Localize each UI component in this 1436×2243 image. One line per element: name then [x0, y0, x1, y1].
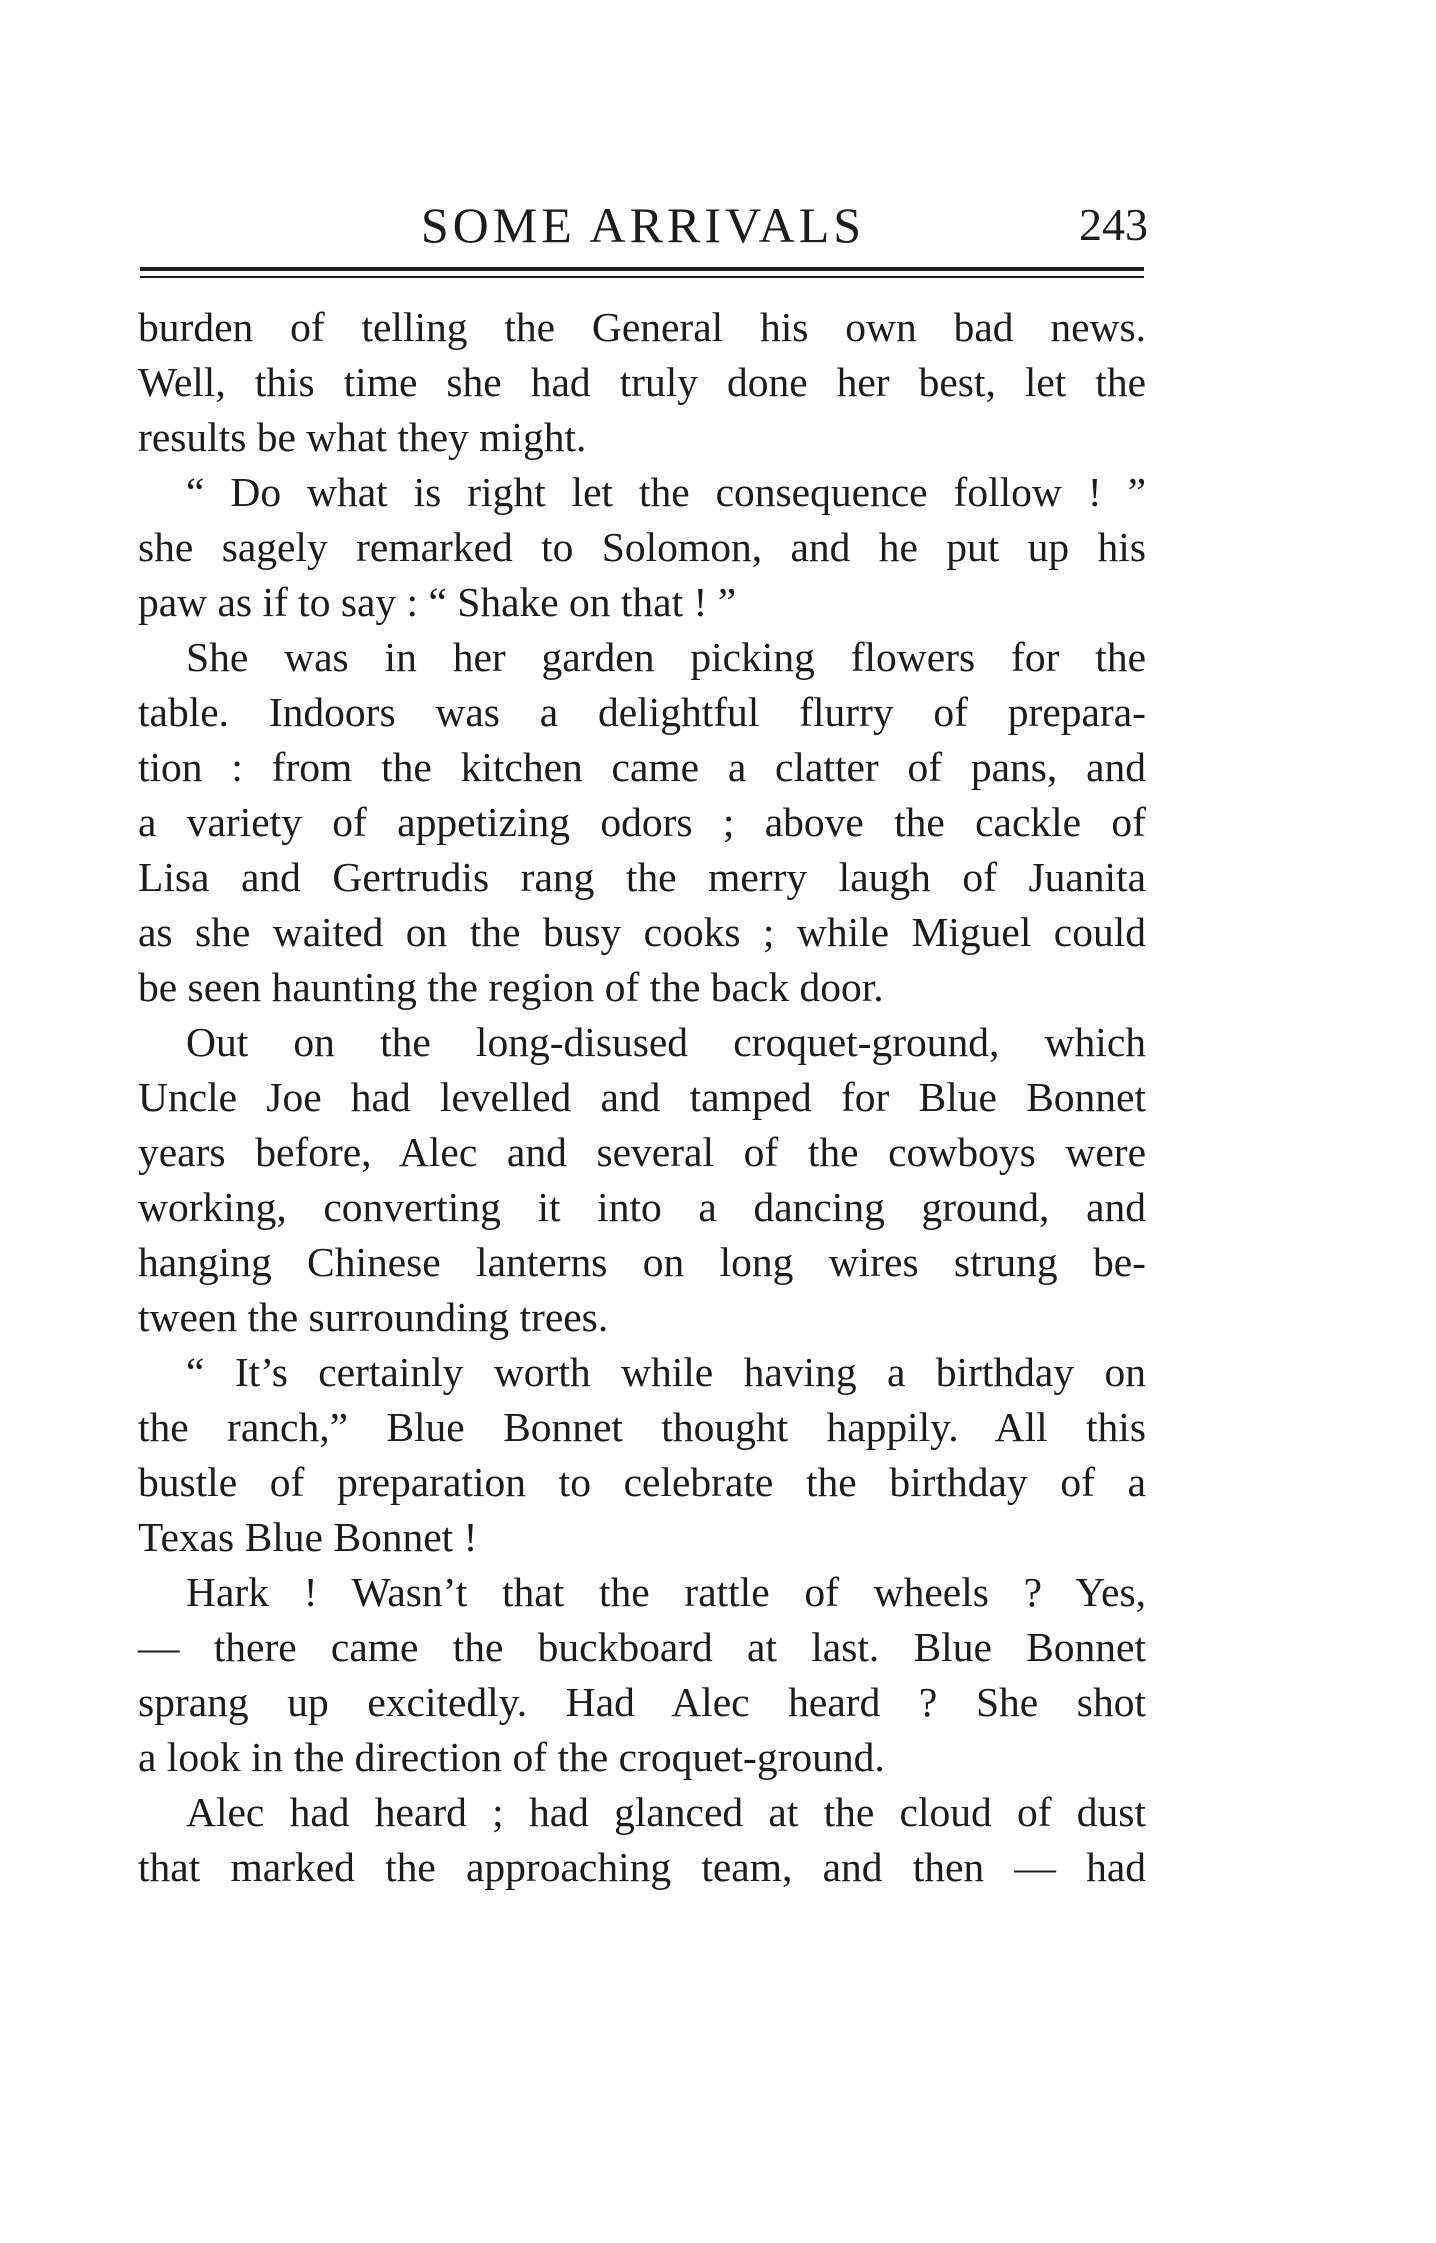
text-line: Uncle Joe had levelled and tamped for Blue Bonnet: [138, 1074, 1146, 1120]
text-line: that marked the approaching team, and then — had: [138, 1844, 1146, 1890]
text-line: tween the surrounding trees.: [138, 1294, 609, 1340]
text-line: a look in the direction of the croquet-ground.: [138, 1734, 885, 1780]
paragraph-6: [138, 1565, 1146, 1785]
paragraph-5: [138, 1345, 1146, 1565]
text-line: as she waited on the busy cooks ; while Miguel could: [138, 909, 1146, 955]
page-header: [138, 195, 1148, 255]
page-number: 243: [1079, 199, 1148, 250]
text-line: Out on the long-disused croquet-ground, which: [186, 1019, 1146, 1065]
text-line: the ranch,” Blue Bonnet thought happily. All this: [138, 1404, 1146, 1450]
text-line: hanging Chinese lanterns on long wires strung be-: [138, 1239, 1146, 1285]
text-line: working, converting it into a dancing ground, and: [138, 1184, 1146, 1230]
header-rule-thick: [140, 267, 1144, 271]
paragraph-4: [138, 1015, 1146, 1345]
text-line: sprang up excitedly. Had Alec heard ? She shot: [138, 1679, 1146, 1725]
paragraph-1: [138, 300, 1146, 465]
text-line: — there came the buckboard at last. Blue Bonnet: [138, 1624, 1146, 1670]
text-line: Hark ! Wasn’t that the rattle of wheels ? Yes,: [186, 1569, 1146, 1615]
text-line: “ It’s certainly worth while having a birthday on: [186, 1349, 1146, 1395]
body-text: [138, 300, 1146, 1895]
paragraph-2: [138, 465, 1146, 630]
text-line: results be what they might.: [138, 414, 587, 460]
text-line: Texas Blue Bonnet !: [138, 1514, 478, 1560]
text-line: table. Indoors was a delightful flurry of prepara-: [138, 689, 1146, 735]
running-title: SOME ARRIVALS: [420, 197, 866, 253]
paragraph-7: [138, 1785, 1146, 1895]
text-line: a variety of appetizing odors ; above the cackle of: [138, 799, 1146, 845]
text-line: bustle of preparation to celebrate the birthday of a: [138, 1459, 1146, 1505]
text-line: paw as if to say : “ Shake on that ! ”: [138, 579, 737, 625]
text-line: be seen haunting the region of the back door.: [138, 964, 884, 1010]
text-line: years before, Alec and several of the cowboys were: [138, 1129, 1146, 1175]
text-line: She was in her garden picking flowers for the: [186, 634, 1146, 680]
text-line: burden of telling the General his own bad news.: [138, 304, 1146, 350]
paragraph-3: [138, 630, 1146, 1015]
text-line: Well, this time she had truly done her best, let the: [138, 359, 1146, 405]
text-line: Alec had heard ; had glanced at the cloud of dust: [186, 1789, 1146, 1835]
header-rule-thin: [140, 276, 1144, 278]
text-line: she sagely remarked to Solomon, and he put up his: [138, 524, 1146, 570]
text-line: Lisa and Gertrudis rang the merry laugh of Juanita: [138, 854, 1146, 900]
text-line: tion : from the kitchen came a clatter of pans, and: [138, 744, 1146, 790]
text-line: “ Do what is right let the consequence follow ! ”: [186, 469, 1146, 515]
